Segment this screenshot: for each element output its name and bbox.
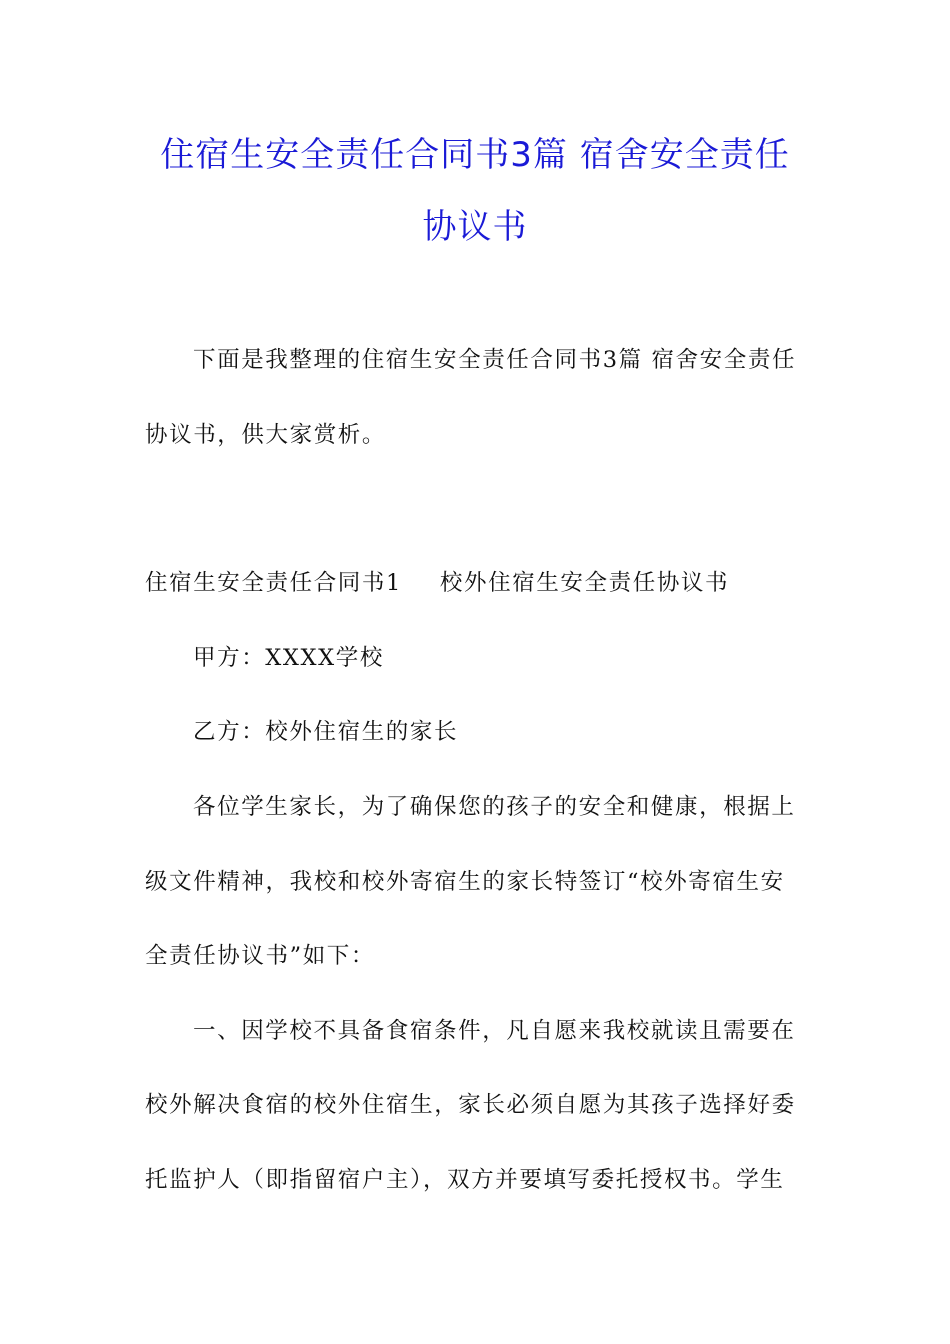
intro-line-1: 下面是我整理的住宿生安全责任合同书3篇 宿舍安全责任 [193,347,797,373]
party-b: 乙方：校外住宿生的家长 [193,719,459,745]
paragraph-2-line-3: 托监护人（即指留宿户主），双方并要填写委托授权书。学生 [145,1167,785,1193]
paragraph-1-line-1: 各位学生家长，为了确保您的孩子的安全和健康，根据上 [193,794,796,820]
document-title-line-1: 住宿生安全责任合同书3篇 宿舍安全责任 [160,135,790,175]
document-title-line-2: 协议书 [422,207,528,247]
paragraph-2-line-2: 校外解决食宿的校外住宿生，家长必须自愿为其孩子选择好委 [145,1092,796,1118]
party-a: 甲方：XXXX学校 [193,645,384,671]
paragraph-1-line-3: 全责任协议书”如下： [145,943,376,969]
paragraph-1-line-2: 级文件精神，我校和校外寄宿生的家长特签订“校外寄宿生安 [145,869,785,895]
section-heading [145,568,810,598]
intro-line-2: 协议书，供大家赏析。 [145,422,387,448]
paragraph-2-line-1: 一、因学校不具备食宿条件，凡自愿来我校就读且需要在 [193,1018,796,1044]
section-heading-number: 住宿生安全责任合同书1 [145,570,402,596]
section-heading-subtitle: 校外住宿生安全责任协议书 [439,570,730,596]
